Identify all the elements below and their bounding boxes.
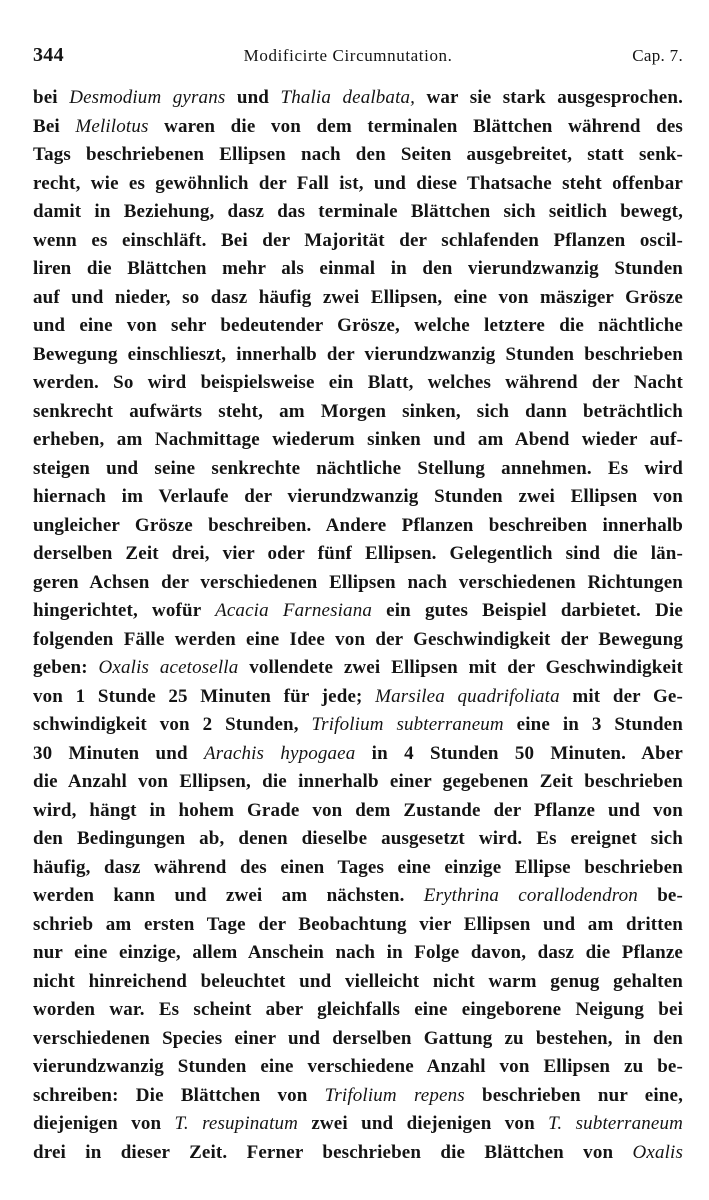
text-line [33,398,683,427]
text-segment: war sie stark ausgesprochen. [415,87,683,108]
text-line [33,426,683,455]
text-line [33,968,683,997]
italic-species-name: Arachis hypogaea [203,742,356,764]
chapter-label: Cap. 7. [632,46,683,65]
italic-species-name: Oxalis [632,1141,683,1163]
text-segment: nicht hinreichend beleuchtet und vielleicht nicht warm genug gehalten [33,970,683,992]
text-segment: folgenden Fälle werden eine Idee von der Geschwindigkeit der Bewegung [33,628,683,650]
text-line [33,854,683,883]
text-segment: häufig, dasz während des einen Tages eine einzige Ellipse beschrieben [33,856,683,878]
text-line [33,711,683,740]
text-segment: Bei [33,115,76,137]
text-segment: eine in 3 Stunden [503,714,683,735]
text-segment: werden kann und zwei am nächsten. [33,885,424,906]
text-line [33,939,683,968]
text-line [33,284,683,313]
text-line [33,569,683,598]
text-line [33,369,683,398]
text-segment: in 4 Stunden 50 Minuten. Aber [355,742,684,764]
text-line [33,255,683,284]
text-segment: die Anzahl von Ellipsen, die innerhalb einer gegebenen Zeit beschrieben [33,771,683,792]
text-line [33,740,683,769]
italic-species-name: Trifolium repens [324,1084,465,1106]
text-line [33,768,683,797]
text-segment: erheben, am Nachmittage wiederum sinken und am Abend wieder auf- [33,429,683,450]
text-segment: mit der Ge- [559,685,683,707]
text-segment: drei in dieser Zeit. Ferner beschrieben die Blättchen von [33,1141,633,1163]
text-line [33,113,683,142]
text-line [33,882,683,911]
italic-species-name: T. subterraneum [548,1113,683,1134]
text-segment: zwei und diejenigen von [298,1113,549,1134]
text-segment: 30 Minuten und [33,742,204,764]
text-segment: worden war. Es scheint aber gleichfalls eine eingeborene Neigung bei [33,999,683,1020]
text-line [33,996,683,1025]
text-segment: von 1 Stunde 25 Minuten für jede; [33,685,376,707]
text-segment: ein gutes Beispiel darbietet. Die [372,600,683,621]
italic-species-name: Erythrina corallodendron [423,885,638,906]
text-line [33,1053,683,1082]
italic-species-name: Oxalis acetosella [98,657,239,678]
text-segment: bei [33,87,70,108]
text-segment: hiernach im Verlaufe der vierundzwanzig Stunden zwei Ellipsen von [33,486,683,507]
text-segment: damit in Beziehung, dasz das terminale Blättchen sich seitlich bewegt, [33,201,683,222]
text-segment: auf und nieder, so dasz häufig zwei Ellipsen, eine von mäsziger Grösze [33,286,683,308]
italic-species-name: Desmodium gyrans [69,87,226,108]
text-segment: beschrieben nur eine, [464,1084,683,1106]
text-segment: Bewegung einschlieszt, innerhalb der vierundzwanzig Stunden beschrieben [33,343,683,365]
text-line [33,141,683,170]
text-line [33,455,683,484]
text-segment: nur eine einzige, allem Anschein nach in Folge davon, dasz die Pflanze [33,942,683,963]
text-line [33,312,683,341]
running-header [33,44,683,70]
page-number: 344 [33,44,64,66]
text-line [33,911,683,940]
body-text [33,84,683,1167]
text-line [33,626,683,655]
text-segment: vierundzwanzig Stunden eine verschiedene Anzahl von Ellipsen zu be- [33,1056,683,1077]
text-line [33,597,683,626]
text-line [33,170,683,199]
text-segment: steigen und seine senkrechte nächtliche Stellung annehmen. Es wird [33,457,683,479]
text-segment: geren Achsen der verschiedenen Ellipsen nach verschiedenen Richtungen [33,571,683,593]
text-segment: wird, hängt in hohem Grade von dem Zustande der Pflanze und von [33,799,683,821]
text-segment: waren die von dem terminalen Blättchen während des [148,115,683,137]
italic-species-name: T. resupinatum [174,1113,299,1134]
text-segment: recht, wie es gewöhnlich der Fall ist, und diese Thatsache steht offenbar [33,172,683,194]
italic-species-name: Acacia Farnesiana [215,600,372,621]
italic-species-name: Marsilea quadrifoliata [375,685,560,707]
text-line [33,1082,683,1111]
text-segment: derselben Zeit drei, vier oder fünf Ellipsen. Gelegentlich sind die län- [33,543,683,564]
text-segment: liren die Blättchen mehr als einmal in den vierundzwanzig Stunden [33,258,683,279]
text-line [33,198,683,227]
text-segment: und eine von sehr bedeutender Grösze, welche letztere die nächtliche [33,315,683,336]
text-segment: Tags beschriebenen Ellipsen nach den Seiten ausgebreitet, statt senk- [33,144,683,165]
text-line [33,1110,683,1139]
text-segment: werden. So wird beispielsweise ein Blatt, welches während der Nacht [33,372,683,393]
text-segment: schrieb am ersten Tage der Beobachtung vier Ellipsen und am dritten [33,913,683,935]
text-segment: den Bedingungen ab, denen dieselbe ausgesetzt wird. Es ereignet sich [33,828,683,849]
text-line [33,683,683,712]
text-line [33,797,683,826]
text-line [33,540,683,569]
italic-species-name: Thalia dealbata, [280,87,416,108]
italic-species-name: Trifolium subterraneum [311,714,504,735]
text-line [33,512,683,541]
italic-species-name: Melilotus [75,115,149,137]
running-title: Modificirte Circumnutation. [243,46,453,65]
text-segment: vollendete zwei Ellipsen mit der Geschwindigkeit [238,657,684,678]
text-segment: geben: [33,657,99,678]
text-line [33,227,683,256]
text-line [33,1025,683,1054]
text-segment: diejenigen von [33,1113,175,1134]
text-segment: wenn es einschläft. Bei der Majorität der schlafenden Pflanzen oscil- [33,229,683,251]
text-line [33,84,683,113]
text-segment: hingerichtet, wofür [33,600,216,621]
text-line [33,654,683,683]
text-line [33,341,683,370]
text-segment: schwindigkeit von 2 Stunden, [33,714,312,735]
text-segment: schreiben: Die Blättchen von [33,1084,325,1106]
text-segment: be- [637,885,683,906]
text-segment: verschiedenen Species einer und derselben Gattung zu bestehen, in den [33,1027,683,1049]
text-line [33,483,683,512]
text-segment: ungleicher Grösze beschreiben. Andere Pflanzen beschreiben innerhalb [33,514,683,536]
text-line [33,825,683,854]
text-segment: und [225,87,281,108]
text-line [33,1139,683,1168]
text-segment: senkrecht aufwärts steht, am Morgen sinken, sich dann beträchtlich [33,400,683,422]
